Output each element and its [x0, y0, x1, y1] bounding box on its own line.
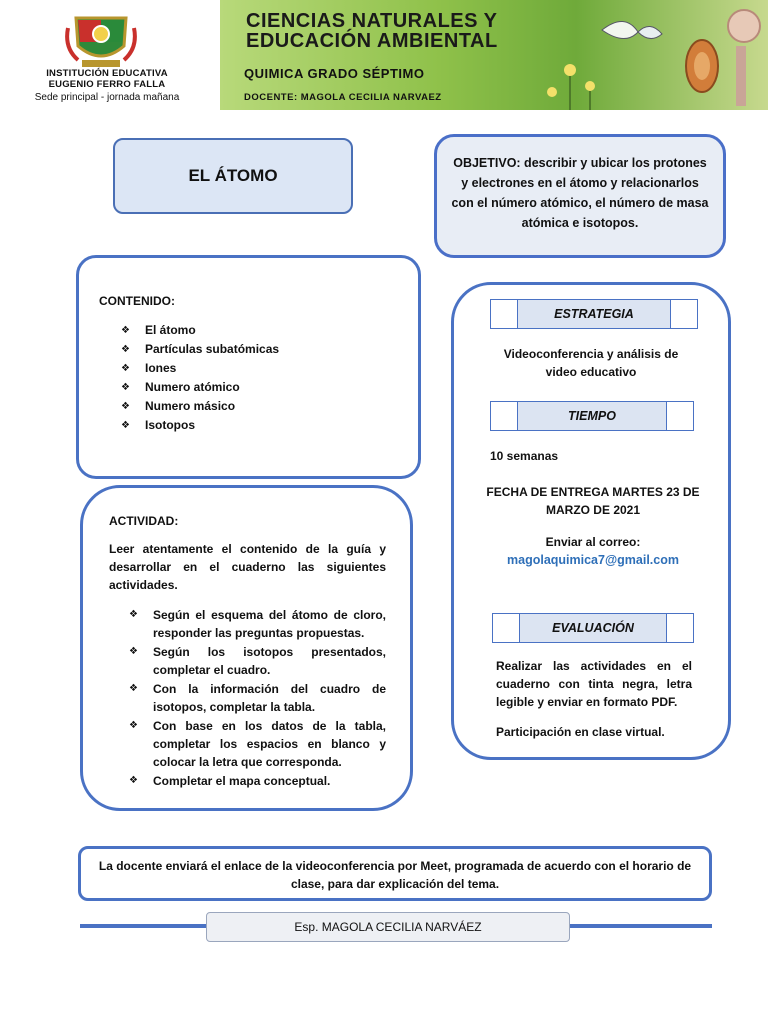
- banner-title-line-2: EDUCACIÓN AMBIENTAL: [246, 30, 498, 52]
- activity-heading: ACTIVIDAD:: [109, 514, 179, 528]
- evaluation-text: Realizar las actividades en el cuaderno con tinta negra, letra legible y enviar en formato PDF.: [496, 659, 692, 709]
- participation-text: Participación en clase virtual.: [496, 725, 665, 739]
- page-title: EL ÁTOMO: [188, 166, 278, 185]
- banner-teacher: DOCENTE: MAGOLA CECILIA NARVAEZ: [244, 92, 442, 103]
- activity-list: [129, 606, 386, 791]
- meet-note-box: [78, 846, 712, 901]
- objective-text: OBJETIVO: describir y ubicar los protones y electrones en el átomo y relacionarlos con el número atómico, el número de masa atómica e isotopos.: [451, 156, 709, 230]
- time-text: 10 semanas: [490, 449, 559, 463]
- school-crest-logo: [64, 8, 138, 70]
- content-list: [121, 321, 279, 435]
- list-item: ❖ Con base en los datos de la tabla, completar los espacios en blanco y colocar la letra que corresponda.: [129, 717, 386, 771]
- list-item: ❖ Con la información del cuadro de isotopos, completar la tabla.: [129, 680, 386, 716]
- institution-line-2: EUGENIO FERRO FALLA: [48, 79, 166, 90]
- list-item: ❖ Según el esquema del átomo de cloro, responder las preguntas propuestas.: [129, 606, 386, 642]
- strategy-text: Videoconferencia y análisis de video educativo: [503, 347, 679, 379]
- strategy-header: [490, 299, 698, 329]
- objective-box: [434, 134, 726, 258]
- strategy-label: ESTRATEGIA: [554, 307, 634, 321]
- list-item: ❖ Numero másico: [121, 397, 279, 416]
- activity-box: [80, 485, 413, 811]
- content-heading: CONTENIDO:: [99, 294, 175, 308]
- time-header: [490, 401, 694, 431]
- nature-illustration: [530, 0, 768, 110]
- list-item: ❖ El átomo: [121, 321, 279, 340]
- banner-title-line-1: CIENCIAS NATURALES Y: [246, 10, 498, 32]
- footer-signature: Esp. MAGOLA CECILIA NARVÁEZ: [206, 912, 570, 942]
- list-item: ❖ Iones: [121, 359, 279, 378]
- list-item: ❖ Isotopos: [121, 416, 279, 435]
- institution-branch: Sede principal - jornada mañana: [34, 92, 180, 103]
- list-item: ❖ Completar el mapa conceptual.: [129, 772, 386, 790]
- title-box: [113, 138, 353, 214]
- content-box: [76, 255, 421, 479]
- evaluation-label: EVALUACIÓN: [552, 621, 634, 635]
- list-item: ❖ Partículas subatómicas: [121, 340, 279, 359]
- subject-banner: [220, 0, 768, 110]
- list-item: ❖ Numero atómico: [121, 378, 279, 397]
- list-item: ❖ Según los isotopos presentados, completar el cuadro.: [129, 643, 386, 679]
- meet-note-text: La docente enviará el enlace de la videoconferencia por Meet, programada de acuerdo con el horario de clase, para dar explicación del tema.: [98, 859, 692, 891]
- banner-subject: QUIMICA GRADO SÉPTIMO: [244, 66, 425, 81]
- institution-line-1: INSTITUCIÓN EDUCATIVA: [46, 68, 168, 79]
- activity-intro: Leer atentamente el contenido de la guía y desarrollar en el cuaderno las siguientes actividades.: [109, 542, 386, 592]
- email-address[interactable]: magolaquimica7@gmail.com: [507, 553, 679, 567]
- institution-name: [14, 68, 200, 103]
- strategy-box: [451, 282, 731, 760]
- time-label: TIEMPO: [568, 409, 616, 423]
- email-label: Enviar al correo:: [545, 535, 641, 549]
- evaluation-header: [492, 613, 694, 643]
- due-date-text: FECHA DE ENTREGA MARTES 23 DE MARZO DE 2021: [486, 485, 700, 517]
